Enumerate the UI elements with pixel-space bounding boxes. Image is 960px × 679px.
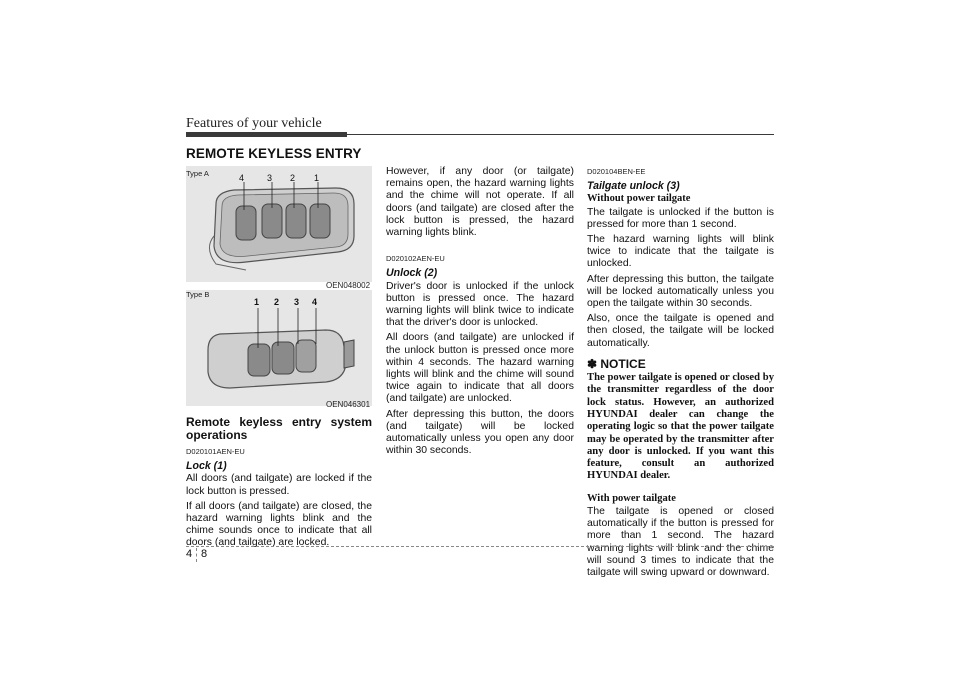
tailgate-paragraph-1: The tailgate is unlocked if the button is pressed for more than 1 second. (587, 206, 774, 230)
section-title: REMOTE KEYLESS ENTRY (186, 146, 362, 161)
header-bar (186, 132, 347, 137)
notice-title: ✽ NOTICE (587, 356, 646, 371)
unlock-paragraph-2: All doors (and tailgate) are unlocked if the unlock button is pressed once more within 4 seconds. The hazard warning lights will blink and the chime will sound twice again to indicate that all doors (and tailgate) are unlocked. (386, 332, 574, 405)
operations-heading: Remote keyless entry system operations (186, 415, 372, 442)
figure-a-number-2: 2 (290, 173, 296, 183)
notice-body: The power tailgate is opened or closed by the transmitter regardless of the door lock status. However, an authorized HYUNDAI dealer can change the operating logic so that the power tailgate may be operated by the transmitter after any door is unlocked. If you want this feature, consult an authorized HYUNDAI dealer. (587, 372, 774, 482)
figure-a-number-3: 3 (267, 173, 273, 183)
with-power-tailgate-title: With power tailgate (587, 492, 676, 504)
column-3 (587, 166, 774, 582)
figure-b-type-label: Type B (186, 290, 210, 299)
key-fob-type-a-illustration (186, 166, 372, 282)
doc-code-unlock: D020102AEN-EU (386, 254, 445, 264)
unlock-paragraph-3: After depressing this button, the doors (and tailgate) will be locked automatically unless you open any door within 30 seconds. (386, 408, 574, 457)
footer-rule (186, 546, 774, 547)
figure-a-number-1: 1 (314, 173, 320, 183)
lock-paragraph-2: If all doors (and tailgate) are closed, the hazard warning lights blink and the chime sounds once to indicate that all doors (and tailgate) are locked. (186, 500, 372, 549)
header-title: Features of your vehicle (186, 116, 322, 131)
figure-a-type-label: Type A (186, 169, 209, 178)
figure-b-number-1: 1 (254, 297, 260, 307)
tailgate-unlock-subheading: Tailgate unlock (3) (587, 180, 680, 193)
page-number: 8 (201, 548, 208, 560)
tailgate-paragraph-3: After depressing this button, the tailgate will be locked automatically unless you open the tailgate within 30 seconds. (587, 273, 774, 310)
unlock-subheading: Unlock (2) (386, 267, 438, 280)
figure-a-code: OEN048002 (326, 281, 371, 290)
header-rule (347, 134, 774, 135)
lock-paragraph-1: All doors (and tailgate) are locked if the lock button is pressed. (186, 473, 372, 497)
column-1 (186, 414, 372, 553)
tailgate-paragraph-5: The tailgate is opened or closed automatically if the button is pressed for more than 1 second. The hazard warning lights will blink and the chime will sound 3 times to indicate that the tailgate will swing upward or downward. (587, 505, 774, 578)
figure-b-number-2: 2 (274, 297, 280, 307)
figure-b-number-3: 3 (294, 297, 300, 307)
figure-type-a (186, 166, 372, 282)
figure-b-number-4: 4 (312, 297, 318, 307)
key-fob-type-b-illustration (186, 290, 372, 406)
lock-paragraph-3: However, if any door (or tailgate) remains open, the hazard warning lights and the chime will not operate. If all doors (and tailgate) are closed after the lock button is pressed, the hazard warning lights blink. (386, 166, 574, 239)
figure-a-number-4: 4 (239, 173, 245, 183)
figure-type-b (186, 290, 372, 406)
doc-code-lock: D020101AEN-EU (186, 447, 245, 456)
figure-b-code: OEN046301 (326, 400, 371, 409)
column-2 (386, 166, 574, 460)
unlock-paragraph-1: Driver's door is unlocked if the unlock button is pressed once. The hazard warning lights will blink twice to indicate that the driver's door is unlocked. (386, 280, 574, 329)
tailgate-paragraph-2: The hazard warning lights will blink twice to indicate that the tailgate is unlocked. (587, 234, 774, 270)
tailgate-paragraph-4: Also, once the tailgate is opened and then closed, the tailgate will be locked automatically. (587, 313, 774, 349)
without-power-tailgate-title: Without power tailgate (587, 193, 691, 205)
doc-code-tailgate: D020104BEN-EE (587, 167, 646, 176)
lock-subheading: Lock (1) (186, 460, 227, 473)
chapter-number: 4 (186, 548, 193, 560)
